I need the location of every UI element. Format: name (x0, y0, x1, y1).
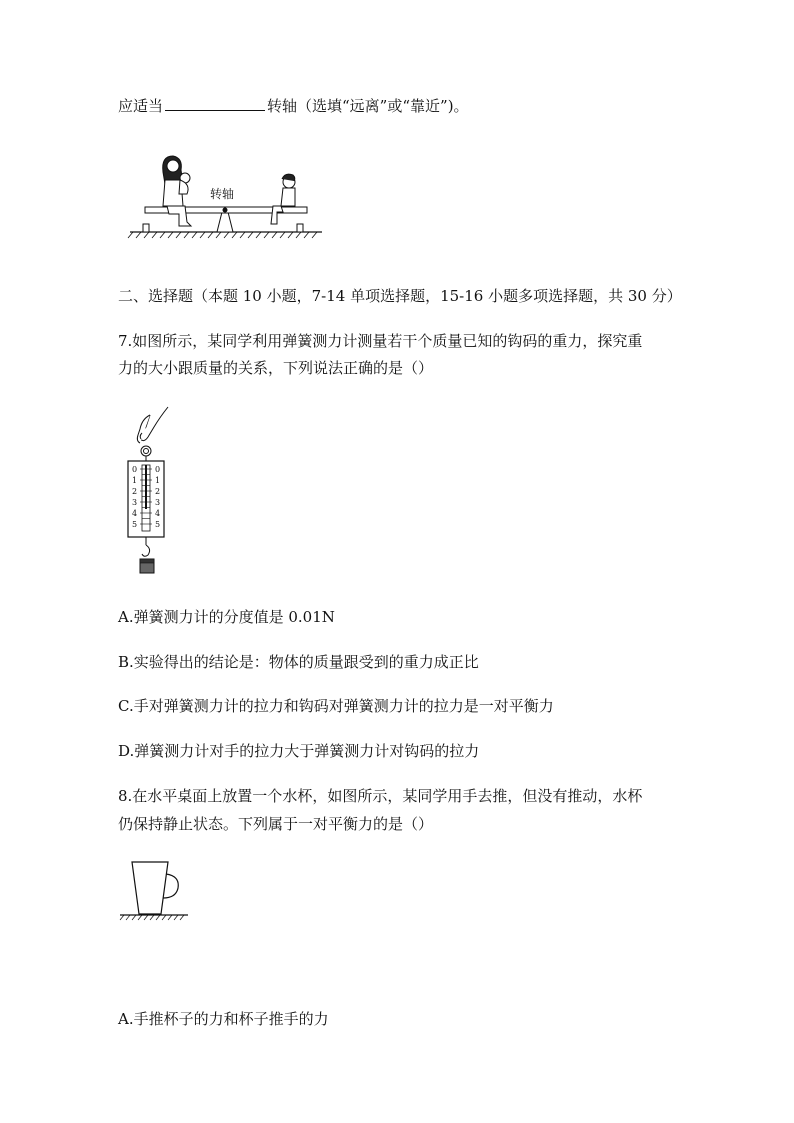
scale-tick-left: 4 (132, 509, 138, 518)
scale-tick-right: 1 (155, 476, 161, 485)
spring-scale-figure (120, 405, 180, 580)
q6-text-before: 应适当 (118, 97, 164, 115)
q7-option-d[interactable]: D.弹簧测力计对手的拉力大于弹簧测力计对钩码的拉力 (118, 742, 480, 760)
hand-icon (137, 407, 168, 443)
child-figure (271, 174, 295, 224)
scale-tick-left: 0 (132, 465, 138, 474)
q8-option-a[interactable]: A.手推杯子的力和杯子推手的力 (118, 1010, 329, 1028)
section-2-heading: 二、选择题（本题 10 小题，7-14 单项选择题，15-16 小题多项选择题，共 30 分） (118, 287, 682, 305)
pivot-label: 转轴 (210, 187, 235, 201)
answer-blank[interactable] (165, 95, 265, 111)
q8-stem-line-1: 8.在水平桌面上放置一个水杯，如图所示，某同学用手去推，但没有推动，水杯 (118, 787, 643, 805)
mother-figure (163, 156, 191, 226)
scale-tick-right: 2 (155, 487, 161, 496)
scale-tick-right: 4 (155, 509, 161, 518)
scale-tick-right: 5 (155, 520, 161, 529)
scale-tick-left: 2 (132, 487, 138, 496)
scale-tick-right: 3 (155, 498, 161, 507)
q7-option-b[interactable]: B.实验得出的结论是：物体的质量跟受到的重力成正比 (118, 653, 479, 671)
scale-tick-left: 1 (132, 476, 138, 485)
q6-text-after: 转轴（选填“远离”或“靠近”)。 (267, 97, 469, 115)
q7-stem-line-2: 力的大小跟质量的关系，下列说法正确的是（） (118, 359, 434, 377)
q8-stem-line-2: 仍保持静止状态。下列属于一对平衡力的是（） (118, 815, 434, 833)
scale-tick-left: 3 (132, 498, 138, 507)
scale-tick-right: 0 (155, 465, 161, 474)
q7-option-a[interactable]: A.弹簧测力计的分度值是 0.01N (118, 608, 335, 626)
cup-figure (118, 858, 198, 928)
scale-tick-left: 5 (132, 520, 138, 529)
seesaw-figure (125, 148, 325, 243)
q7-option-c[interactable]: C.手对弹簧测力计的拉力和钩码对弹簧测力计的拉力是一对平衡力 (118, 697, 554, 715)
q6-fill-blank-line (118, 95, 469, 117)
q7-stem-line-1: 7.如图所示，某同学利用弹簧测力计测量若干个质量已知的钩码的重力，探究重 (118, 332, 643, 350)
